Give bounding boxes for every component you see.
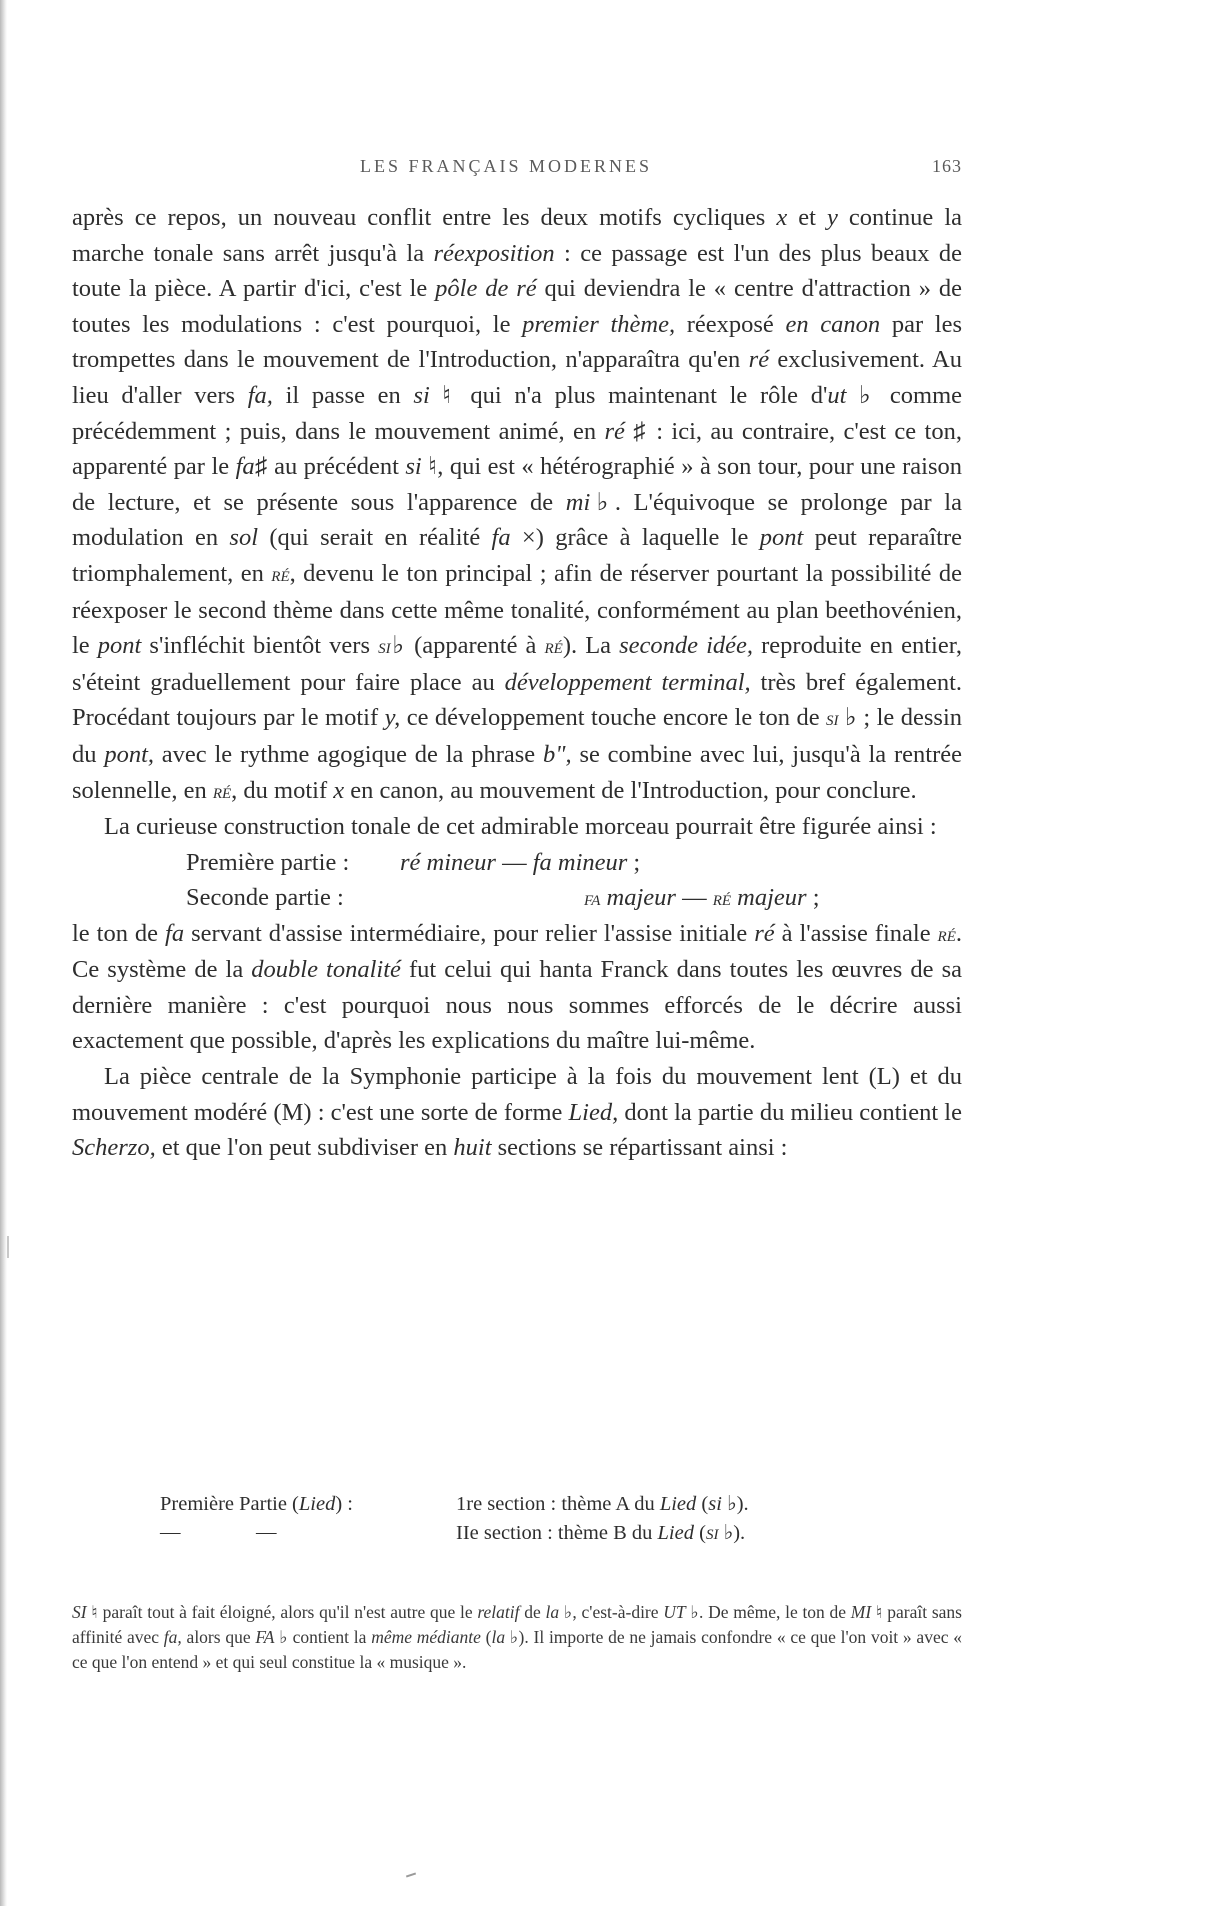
text-run: ♭ contient la bbox=[274, 1627, 372, 1647]
binding-edge bbox=[0, 0, 7, 1906]
section-description-2 bbox=[456, 1518, 745, 1547]
text-run: seconde idée, bbox=[619, 632, 754, 660]
scheme-value-1: ré mineur — fa mineur ; bbox=[400, 848, 641, 876]
text-run: en canon, au mouvement de l'Introduction, pour conclure. bbox=[344, 776, 917, 804]
text-run: il passe en bbox=[272, 381, 414, 409]
text-run: ♯ au précédent bbox=[254, 453, 406, 481]
page-header bbox=[72, 156, 962, 186]
text-run: fa bbox=[491, 524, 511, 552]
margin-mark bbox=[7, 1236, 9, 1258]
text-run: ut bbox=[827, 381, 847, 409]
text-run: ♭). Il importe de ne jamais confondre « ce que l'on voit » avec « ce que l'on entend » et qui seul constitue la « musique ». bbox=[72, 1627, 962, 1672]
text-run: Lied bbox=[659, 1493, 697, 1515]
text-run: peut reparaître triomphalement, en bbox=[72, 524, 962, 587]
text-run: la bbox=[545, 1602, 560, 1622]
text-run: ré bbox=[937, 921, 956, 946]
text-run: si bbox=[378, 634, 391, 659]
text-run: et bbox=[787, 204, 828, 231]
text-run: . Ce système de la bbox=[72, 919, 962, 984]
paragraph-2: La curieuse construction tonale de cet admirable morceau pourrait être figurée ainsi : bbox=[104, 813, 937, 841]
text-run: x bbox=[776, 204, 788, 231]
text-run: premier thème, bbox=[522, 310, 676, 338]
text-run: en canon bbox=[785, 310, 881, 338]
text-run: ♮ paraît tout à fait éloigné, alors qu'il n'est autre que le bbox=[86, 1602, 478, 1622]
text-run: développement terminal, bbox=[504, 668, 751, 696]
ditto-dash-1: — bbox=[160, 1521, 181, 1543]
text-run: pont bbox=[759, 524, 804, 552]
section-line-1 bbox=[160, 1490, 900, 1518]
paragraph-4 bbox=[72, 1059, 962, 1166]
text-run: sol bbox=[229, 524, 258, 552]
text-run: x bbox=[333, 776, 345, 804]
running-title: LES FRANÇAIS MODERNES bbox=[360, 156, 653, 176]
text-run: : ce passage est l'un des plus beaux de toute la pièce. A partir d'ici, c'est le bbox=[72, 239, 963, 303]
text-run: ♭). bbox=[721, 1493, 749, 1515]
text-run: ). La bbox=[562, 632, 620, 660]
text-run: FA bbox=[255, 1627, 275, 1647]
text-run: fa, bbox=[163, 1627, 182, 1647]
text-run: réexposition bbox=[433, 239, 555, 267]
text-run: ré bbox=[604, 417, 625, 445]
text-run: ♮ qui n'a plus maintenant le rôle d' bbox=[429, 381, 828, 409]
text-run: y, bbox=[384, 704, 401, 732]
text-run: fa bbox=[235, 453, 255, 481]
text-run: relatif bbox=[477, 1602, 520, 1622]
text-run: ♭ ; le dessin du bbox=[72, 704, 962, 768]
text-run: ré bbox=[544, 634, 563, 659]
text-run: pont, bbox=[104, 740, 154, 768]
text-run: à l'assise finale bbox=[774, 919, 938, 947]
footnote bbox=[72, 1600, 962, 1675]
text-run: ( bbox=[693, 1522, 706, 1544]
text-run: reproduite en entier, s'éteint graduellement pour faire place au bbox=[72, 632, 962, 696]
paragraph-1 bbox=[72, 200, 962, 809]
text-run: sections se répartissant ainsi : bbox=[491, 1134, 788, 1162]
text-run: ré bbox=[754, 919, 775, 947]
section-description-1 bbox=[456, 1490, 749, 1518]
text-run: ×) grâce à laquelle le bbox=[510, 524, 760, 552]
sections-list bbox=[160, 1490, 900, 1546]
text-run: ♭). bbox=[718, 1522, 746, 1544]
text-run: ♭ (apparenté à bbox=[390, 632, 545, 660]
text-run: ( bbox=[480, 1627, 492, 1647]
text-run: ♮, qui est « hétérographié » à son tour, pour une raison de lecture, et se présente sous l'apparence de bbox=[72, 453, 962, 516]
scheme-label-2: Seconde partie : bbox=[186, 884, 344, 912]
text-run: , devenu le ton principal ; afin de réserver pourtant la possibilité de réexposer le second thème dans cette même tonalité, conformément au plan beethovénien, le bbox=[72, 559, 963, 660]
ditto-dash-2: — bbox=[256, 1521, 277, 1543]
text-run: dont la partie du milieu contient le bbox=[618, 1098, 962, 1126]
scheme-label-1: Première partie : bbox=[186, 848, 350, 876]
paragraph-3 bbox=[72, 916, 962, 1059]
text-run: ce développement touche encore le ton de bbox=[400, 704, 827, 732]
text-run: ♭. L'équivoque se prolonge par la modulation en bbox=[72, 488, 962, 552]
text-run: si bbox=[405, 453, 422, 481]
text-run: UT bbox=[663, 1602, 686, 1622]
text-run: mi bbox=[565, 488, 591, 516]
text-run: Lied, bbox=[568, 1098, 619, 1126]
text-run: (qui serait en réalité bbox=[258, 524, 492, 552]
text-run: même médiante bbox=[371, 1627, 481, 1647]
text-run: ♭ comme précédemment ; puis, dans le mouvement animé, en bbox=[72, 381, 962, 445]
text-run: qui deviendra le « centre d'attraction » de toutes les modulations : c'est pourquoi, le bbox=[72, 275, 963, 338]
footnote-text bbox=[72, 1600, 962, 1675]
text-run: IIe section : thème B du bbox=[456, 1522, 658, 1544]
text-run: et que l'on peut subdiviser en bbox=[155, 1134, 454, 1162]
text-run: ♭. De même, le ton de bbox=[685, 1602, 851, 1622]
text-run: 1re section : thème A du bbox=[456, 1493, 660, 1515]
text-run: exclusivement. Au lieu d'aller vers bbox=[72, 346, 962, 409]
text-run: pont bbox=[97, 632, 142, 660]
text-run: SI bbox=[72, 1602, 87, 1622]
text-run: s'infléchit bientôt vers bbox=[141, 632, 379, 660]
text-run: réexposé bbox=[675, 310, 786, 338]
text-run: fa, bbox=[247, 381, 273, 409]
text-run: ré bbox=[748, 346, 770, 374]
text-run: se combine avec lui, jusqu'à la rentrée solennelle, en bbox=[72, 740, 962, 804]
text-run: ♯ : ici, au contraire, c'est ce ton, apparenté par le bbox=[72, 417, 962, 481]
text-run: double tonalité bbox=[251, 956, 401, 984]
text-run: Scherzo, bbox=[72, 1134, 156, 1162]
text-run: huit bbox=[453, 1134, 492, 1162]
text-run: la bbox=[491, 1627, 506, 1647]
text-run: fa bbox=[165, 919, 185, 947]
text-run: ♭, c'est-à-dire bbox=[559, 1602, 664, 1622]
text-run: avec le rythme agogique de la phrase bbox=[154, 740, 543, 768]
text-run: pôle de ré bbox=[435, 275, 537, 303]
text-run: fut celui qui hanta Franck dans toutes les œuvres de sa dernière manière : c'est pourquoi nous nous sommes efforcés de le décrire aussi exactement que possible, d'après les explications du maître lui-même. bbox=[72, 956, 962, 1055]
text-run: ré bbox=[212, 778, 232, 803]
text-run: La pièce centrale de la Symphonie participe à la fois du mouvement lent (L) et du mouvement modéré (M) : c'est une sorte de forme bbox=[72, 1063, 962, 1126]
text-run: continue la marche tonale sans arrêt jusqu'à la bbox=[72, 204, 962, 267]
text-run: par les trompettes dans le mouvement de l'Introduction, n'apparaîtra qu'en bbox=[72, 310, 962, 374]
text-run: Lied bbox=[657, 1522, 694, 1544]
text-run: si bbox=[708, 1493, 722, 1515]
text-run: de bbox=[519, 1602, 546, 1622]
text-run: si bbox=[413, 381, 430, 409]
section-line-2 bbox=[160, 1518, 900, 1546]
tonal-scheme bbox=[72, 845, 962, 916]
text-run: y bbox=[827, 204, 838, 231]
text-run: b", bbox=[542, 740, 572, 768]
body-text bbox=[72, 200, 962, 1166]
text-run: alors que bbox=[181, 1627, 256, 1647]
text-run: le ton de bbox=[72, 919, 166, 947]
text-run: MI bbox=[850, 1602, 872, 1622]
text-run: très bref également. Procédant toujours par le motif bbox=[72, 668, 962, 732]
text-run: , du motif bbox=[231, 776, 334, 804]
text-run: ♮ paraît sans affinité avec bbox=[72, 1602, 962, 1647]
scheme-value-2: fa majeur — ré majeur ; bbox=[584, 884, 820, 912]
text-run: si bbox=[826, 706, 839, 731]
text-run: servant d'assise intermédiaire, pour relier l'assise initiale bbox=[184, 919, 755, 947]
text-run: ré bbox=[271, 561, 290, 586]
ink-mark bbox=[406, 1873, 416, 1878]
text-run: ( bbox=[696, 1493, 709, 1515]
text-run: après ce repos, un nouveau conflit entre les deux motifs cycliques bbox=[72, 204, 777, 231]
text-run: si bbox=[705, 1520, 719, 1544]
section-part-label: Première Partie (Lied) : bbox=[160, 1493, 353, 1515]
page-number: 163 bbox=[932, 156, 962, 176]
